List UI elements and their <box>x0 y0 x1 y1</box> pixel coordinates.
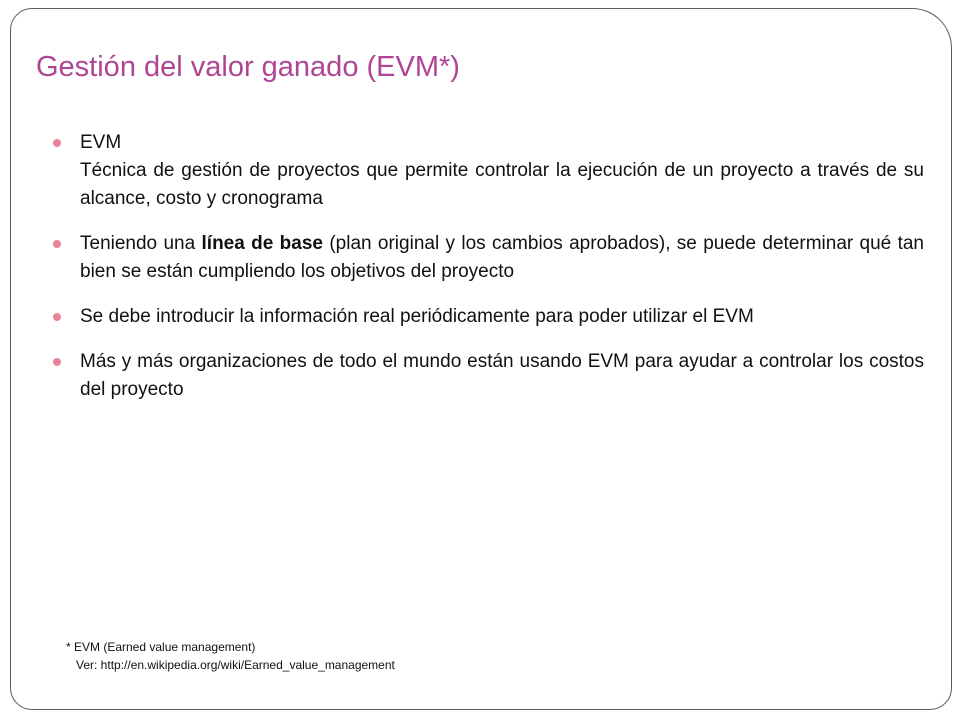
bullet-item-evm <box>52 129 924 213</box>
bullet-text-before: Teniendo una <box>80 233 202 254</box>
bullet-text: Técnica de gestión de proyectos que permite controlar la ejecución de un proyecto a través de su alcance, costo y cronograma <box>80 160 924 209</box>
bullet-dot-icon <box>53 139 61 147</box>
bullet-list <box>52 129 924 404</box>
bullet-item-baseline <box>52 230 924 286</box>
bullet-text: Se debe introducir la información real periódicamente para poder utilizar el EVM <box>80 306 754 327</box>
bullet-text: Más y más organizaciones de todo el mundo están usando EVM para ayudar a controlar los costos del proyecto <box>80 351 924 400</box>
bullet-dot-icon <box>53 240 61 248</box>
bullet-heading: EVM <box>80 132 122 153</box>
bullet-dot-icon <box>53 358 61 366</box>
bullet-text-after: (plan original y los cambios aprobados), se puede determinar qué tan bien se están cumpliendo los objetivos del proyecto <box>80 233 925 282</box>
bullet-dot-icon <box>53 313 61 321</box>
bullet-emphasis: línea de base <box>201 233 323 254</box>
footnote <box>66 638 395 674</box>
bullet-item-real-info <box>52 303 924 331</box>
footnote-reference-link: Ver: http://en.wikipedia.org/wiki/Earned_value_management <box>76 658 395 672</box>
bullet-item-organizations <box>52 348 924 404</box>
footnote-definition: * EVM (Earned value management) <box>66 640 256 654</box>
slide-title: Gestión del valor ganado (EVM*) <box>36 51 460 83</box>
